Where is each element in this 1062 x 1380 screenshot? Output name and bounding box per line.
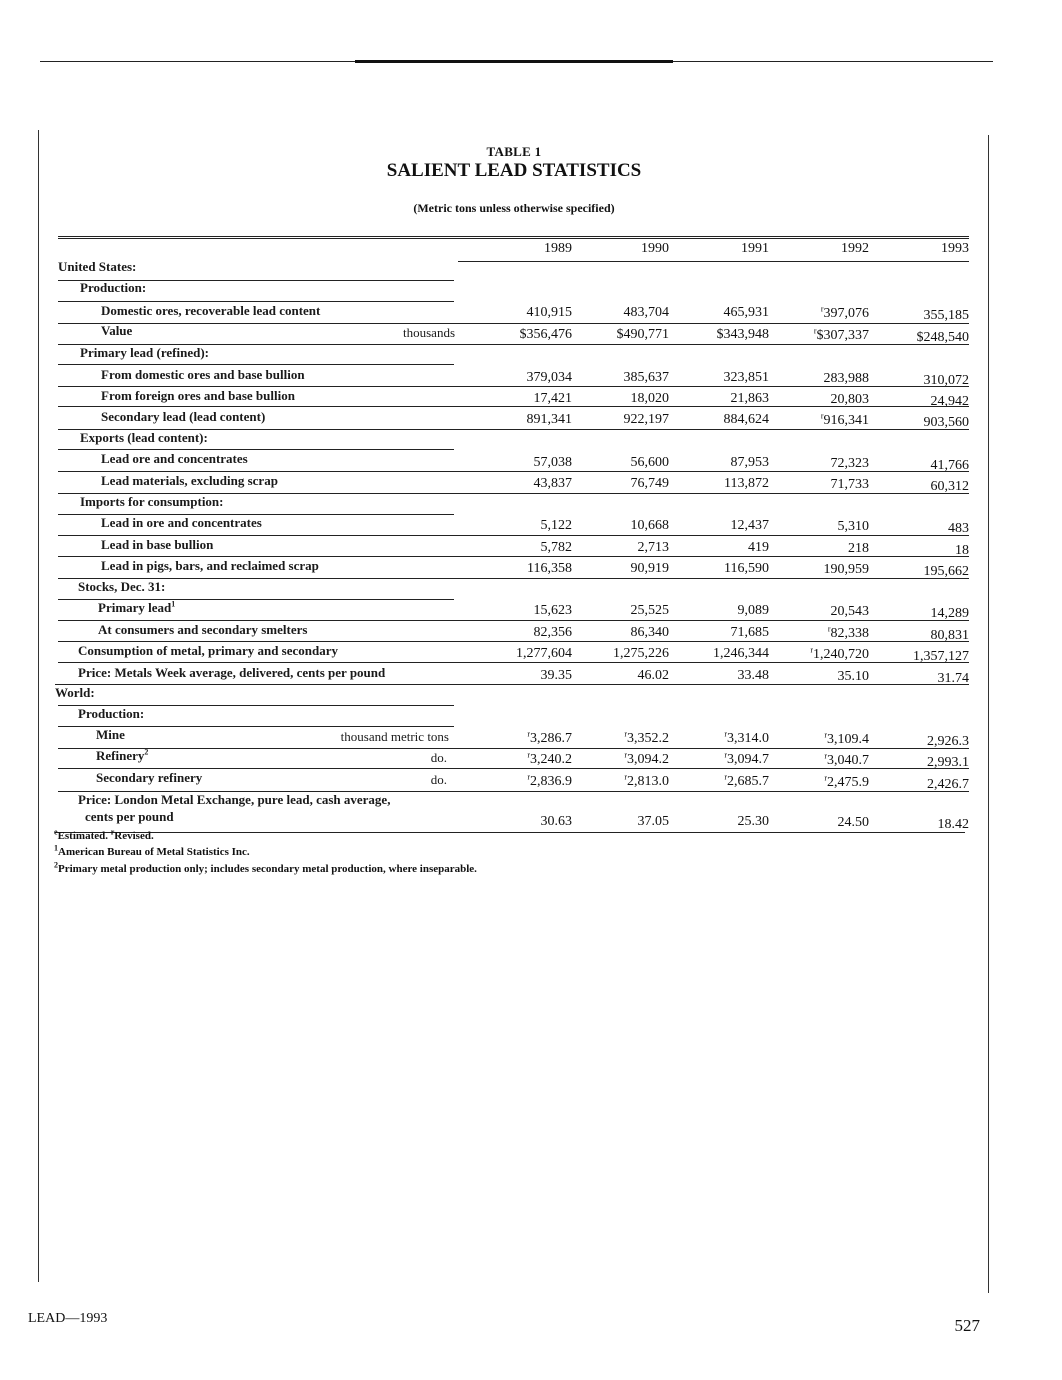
revised-mark: r — [724, 750, 727, 760]
cell-1989 — [477, 561, 572, 577]
cell-1992 — [774, 753, 869, 769]
row-label-text: Lead in pigs, bars, and reclaimed scrap — [101, 558, 319, 573]
cell-value: 903,560 — [923, 415, 969, 430]
cell-value: 2,713 — [637, 540, 669, 555]
cell-value: 20,803 — [830, 392, 869, 407]
row-label-secondary-lead-lead-content — [101, 409, 265, 425]
cell-1990 — [574, 731, 669, 747]
cell-value: 922,197 — [623, 412, 669, 427]
row-label-text: At consumers and secondary smelters — [98, 622, 308, 637]
revised-mark: r — [527, 729, 530, 739]
row-label-production — [80, 280, 146, 296]
cell-1991 — [674, 370, 769, 386]
cell-1991 — [674, 305, 769, 321]
revised-mark: r — [527, 772, 530, 782]
cell-value: 80,831 — [930, 628, 969, 643]
row-label-text: Lead materials, excluding scrap — [101, 473, 278, 488]
revised-mark: r — [527, 750, 530, 760]
cell-1990 — [574, 455, 669, 471]
cell-value: 71,685 — [730, 625, 769, 640]
footnote-mark: e — [54, 827, 58, 837]
cell-1990 — [574, 603, 669, 619]
cell-value: 116,590 — [724, 561, 769, 576]
row-label-text: From foreign ores and base bullion — [101, 388, 295, 403]
row-label-text: Stocks, Dec. 31: — [78, 579, 166, 594]
cell-1991 — [674, 646, 769, 662]
cell-value: 218 — [848, 541, 869, 556]
top-rule-accent — [355, 60, 673, 63]
row-unit: do. — [430, 772, 447, 787]
cell-1989 — [477, 603, 572, 619]
table-title: SALIENT LEAD STATISTICS — [386, 160, 642, 181]
cell-value: 113,872 — [724, 476, 769, 491]
cell-1991 — [674, 391, 769, 407]
cell-value: 31.74 — [937, 671, 969, 686]
cell-1990 — [574, 391, 669, 407]
cell-value: 24.50 — [837, 815, 869, 830]
row-label-text: Price: Metals Week average, delivered, cents per pound — [78, 665, 386, 680]
cell-1992 — [774, 413, 869, 429]
cell-1989 — [477, 540, 572, 556]
row-label-text: Production: — [78, 706, 145, 721]
cell-value: 60,312 — [930, 479, 969, 494]
row-label-lead-in-base-bullion — [101, 537, 213, 553]
row-rule — [58, 662, 969, 663]
row-rule — [58, 768, 969, 769]
revised-mark: r — [824, 773, 827, 783]
row-label-text: World: — [55, 685, 95, 700]
row-label-consumption-of-metal-primary-and-secondary — [78, 643, 338, 659]
cell-value: 72,323 — [830, 456, 869, 471]
cell-value: 3,286.7 — [530, 731, 572, 746]
cell-1990 — [574, 540, 669, 556]
row-unit: thousands — [403, 325, 455, 340]
row-rule — [58, 386, 969, 387]
cell-value: 5,782 — [540, 540, 572, 555]
cell-value: 39.35 — [540, 668, 572, 683]
row-label-price-metals-week-average-delivered-cents-per-pound — [78, 665, 385, 681]
row-label-lead-materials-excluding-scrap — [101, 473, 278, 489]
row-rule — [58, 323, 969, 324]
cell-1989 — [477, 518, 572, 534]
row-rule — [58, 641, 969, 642]
cell-1989 — [477, 305, 572, 321]
year-header-1990: 1990 — [641, 241, 669, 256]
row-rule — [58, 471, 969, 472]
cell-value: 21,863 — [730, 391, 769, 406]
cell-value: 10,668 — [630, 518, 669, 533]
row-label-text: Lead in base bullion — [101, 537, 214, 552]
cell-value: 82,356 — [533, 625, 572, 640]
row-rule — [58, 748, 969, 749]
row-rule — [58, 578, 969, 579]
row-label-domestic-ores-recoverable-lead-content — [101, 303, 320, 319]
cell-1989 — [477, 625, 572, 641]
cell-1993 — [874, 308, 969, 324]
cell-1991 — [674, 625, 769, 641]
cell-1991 — [674, 327, 769, 343]
row-rule — [58, 301, 454, 302]
cell-value: 283,988 — [823, 371, 869, 386]
cell-value: 2,813.0 — [627, 774, 669, 789]
table-bottom-rule — [55, 832, 965, 833]
cell-value: 57,038 — [533, 455, 572, 470]
cell-1991 — [674, 752, 769, 768]
cell-1991 — [674, 774, 769, 790]
cell-value: 916,341 — [823, 413, 869, 428]
cell-1989 — [477, 391, 572, 407]
row-rule — [58, 556, 969, 557]
right-margin-line — [988, 135, 989, 1293]
row-label-stocks-dec-31 — [78, 579, 165, 595]
cell-value: 355,185 — [923, 308, 969, 323]
row-rule — [55, 684, 969, 685]
cell-value: 56,600 — [630, 455, 669, 470]
row-rule — [58, 364, 454, 365]
cell-value: 25,525 — [630, 603, 669, 618]
cell-value: $307,337 — [816, 328, 869, 343]
cell-1992 — [774, 306, 869, 322]
cell-1991 — [674, 668, 769, 684]
cell-1991 — [674, 540, 769, 556]
footnote-mark: r — [110, 827, 115, 837]
cell-1992 — [774, 815, 869, 831]
row-label-text: Domestic ores, recoverable lead content — [101, 303, 321, 318]
cell-value: 76,749 — [630, 476, 669, 491]
cell-1990 — [574, 412, 669, 428]
row-label-text: Lead in ore and concentrates — [101, 515, 262, 530]
cell-value: 25.30 — [737, 814, 769, 829]
cell-value: 17,421 — [533, 391, 572, 406]
cell-value: 310,072 — [923, 373, 969, 388]
cell-value: 385,637 — [623, 370, 669, 385]
cell-value: 397,076 — [823, 306, 869, 321]
cell-value: 46.02 — [637, 668, 669, 683]
footnote-2 — [54, 843, 250, 858]
cell-value: 3,240.2 — [530, 752, 572, 767]
cell-value: 884,624 — [723, 412, 769, 427]
row-unit: thousand metric tons — [340, 729, 449, 744]
cell-value: 419 — [748, 540, 769, 555]
cell-value: 43,837 — [533, 476, 572, 491]
year-header-1989: 1989 — [544, 241, 572, 256]
cell-value: 3,314.0 — [727, 731, 769, 746]
revised-mark: r — [624, 729, 627, 739]
row-label-text: Value — [101, 323, 133, 338]
cell-1991 — [674, 412, 769, 428]
cell-1992 — [774, 647, 869, 663]
cell-value: $356,476 — [519, 327, 572, 342]
row-label-text: United States: — [58, 259, 137, 274]
row-label-world — [55, 685, 95, 701]
cell-1990 — [574, 625, 669, 641]
cell-value: 82,338 — [830, 626, 869, 641]
cell-1989 — [477, 668, 572, 684]
row-label-text: Exports (lead content): — [80, 430, 208, 445]
footnote-text: Revised. — [114, 830, 154, 842]
cell-value: 18,020 — [630, 391, 669, 406]
cell-value: 30.63 — [540, 814, 572, 829]
left-margin-line — [38, 130, 39, 1282]
page-number: 527 — [954, 1316, 980, 1335]
cell-1990 — [574, 814, 669, 830]
cell-1990 — [574, 476, 669, 492]
cell-value: 33.48 — [737, 668, 769, 683]
cell-1990 — [574, 327, 669, 343]
row-label-at-consumers-and-secondary-smelters — [98, 622, 307, 638]
row-label-primary-lead-refined — [80, 345, 209, 361]
cell-1991 — [674, 603, 769, 619]
table-label: TABLE 1 — [486, 144, 542, 159]
row-label-exports-lead-content — [80, 430, 208, 446]
cell-1992 — [774, 626, 869, 642]
row-label-text: Refinery — [96, 748, 145, 763]
row-label-text: Primary lead (refined): — [80, 345, 209, 360]
cell-value: 2,926.3 — [927, 734, 969, 749]
cell-1989 — [477, 752, 572, 768]
cell-1992 — [774, 519, 869, 535]
cell-value: 35.10 — [837, 669, 869, 684]
revised-mark: r — [624, 750, 627, 760]
cell-value: 9,089 — [737, 603, 769, 618]
year-header-1991: 1991 — [741, 241, 769, 256]
cell-value: 379,034 — [526, 370, 572, 385]
cell-1989 — [477, 814, 572, 830]
row-label-text: Production: — [80, 280, 147, 295]
cell-1989 — [477, 731, 572, 747]
cell-1990 — [574, 668, 669, 684]
cell-1990 — [574, 752, 669, 768]
row-label-continuation: cents per pound — [85, 809, 174, 824]
cell-1989 — [477, 455, 572, 471]
cell-value: 15,623 — [533, 603, 572, 618]
row-label-text: Secondary refinery — [96, 770, 203, 785]
cell-1993 — [874, 394, 969, 410]
cell-value: 116,358 — [527, 561, 572, 576]
cell-value: 323,851 — [723, 370, 769, 385]
revised-mark: r — [724, 772, 727, 782]
footnote-mark: 1 — [54, 843, 58, 853]
revised-mark: r — [824, 751, 827, 761]
cell-value: $248,540 — [916, 330, 969, 345]
cell-value: 5,122 — [540, 518, 572, 533]
cell-value: 12,437 — [730, 518, 769, 533]
row-label-text: Secondary lead (lead content) — [101, 409, 266, 424]
row-label-mine — [96, 727, 125, 743]
cell-1989 — [477, 370, 572, 386]
cell-1989 — [477, 646, 572, 662]
row-rule — [58, 535, 969, 536]
cell-value: 3,094.2 — [627, 752, 669, 767]
cell-1993 — [874, 817, 969, 833]
cell-1990 — [574, 370, 669, 386]
footnote-text: Estimated. — [57, 830, 108, 842]
cell-1990 — [574, 518, 669, 534]
cell-1992 — [774, 669, 869, 685]
row-label-lead-in-pigs-bars-and-reclaimed-scrap — [101, 558, 319, 574]
cell-value: 2,685.7 — [727, 774, 769, 789]
cell-value: 18 — [955, 543, 969, 558]
footnote-mark: 2 — [54, 860, 58, 870]
year-header-1992: 1992 — [841, 241, 869, 256]
cell-value: 195,662 — [923, 564, 969, 579]
row-rule — [58, 449, 454, 450]
cell-value: 891,341 — [526, 412, 572, 427]
cell-value: 2,475.9 — [827, 775, 869, 790]
cell-1991 — [674, 731, 769, 747]
footnote-text: Primary metal production only; includes secondary metal production, where inseparable. — [58, 863, 477, 875]
cell-value: 465,931 — [723, 305, 769, 320]
cell-value: 24,942 — [930, 394, 969, 409]
row-label-text: Imports for consumption: — [80, 494, 224, 509]
cell-value: 86,340 — [630, 625, 669, 640]
cell-1990 — [574, 305, 669, 321]
footnote-1 — [54, 827, 154, 842]
row-label-text: From domestic ores and base bullion — [101, 367, 305, 382]
cell-1989 — [477, 327, 572, 343]
row-label-value — [101, 323, 132, 339]
row-label-refinery — [96, 748, 148, 764]
row-label-text: Lead ore and concentrates — [101, 451, 248, 466]
cell-value: 87,953 — [730, 455, 769, 470]
row-label-from-foreign-ores-and-base-bullion — [101, 388, 295, 404]
cell-value: 1,275,226 — [613, 646, 669, 661]
cell-value: 41,766 — [930, 458, 969, 473]
row-label-from-domestic-ores-and-base-bullion — [101, 367, 305, 383]
cell-value: 1,357,127 — [913, 649, 969, 664]
cell-1992 — [774, 775, 869, 791]
row-label-united-states — [58, 259, 136, 275]
cell-value: 483,704 — [623, 305, 669, 320]
revised-mark: r — [824, 730, 827, 740]
revised-mark: r — [827, 624, 831, 634]
cell-1991 — [674, 814, 769, 830]
row-unit: do. — [430, 750, 447, 765]
row-label-lead-ore-and-concentrates — [101, 451, 248, 467]
cell-value: 2,836.9 — [530, 774, 572, 789]
cell-1990 — [574, 646, 669, 662]
revised-mark: r — [810, 645, 813, 655]
footnote-ref: 2 — [144, 747, 149, 757]
cell-1989 — [477, 476, 572, 492]
cell-1992 — [774, 328, 869, 344]
cell-1990 — [574, 561, 669, 577]
table-top-rule-double — [58, 238, 969, 239]
revised-mark: r — [813, 326, 817, 336]
cell-1991 — [674, 455, 769, 471]
row-rule — [58, 406, 969, 407]
row-label-text: Price: London Metal Exchange, pure lead, cash average, — [78, 792, 391, 807]
cell-value: $490,771 — [616, 327, 669, 342]
table-subtitle: (Metric tons unless otherwise specified) — [413, 201, 615, 215]
cell-value: 1,246,344 — [713, 646, 769, 661]
cell-1992 — [774, 456, 869, 472]
running-head: LEAD—1993 — [28, 1311, 108, 1326]
row-label-text: Primary lead — [98, 600, 172, 615]
cell-1992 — [774, 541, 869, 557]
cell-value: 190,959 — [823, 562, 869, 577]
revised-mark: r — [820, 411, 824, 421]
cell-value: 3,094.7 — [727, 752, 769, 767]
revised-mark: r — [724, 729, 727, 739]
cell-1992 — [774, 371, 869, 387]
footnote-ref: 1 — [171, 599, 176, 609]
revised-mark: r — [624, 772, 627, 782]
cell-1991 — [674, 476, 769, 492]
cell-value: 2,426.7 — [927, 777, 969, 792]
row-label-text: Consumption of metal, primary and secondary — [78, 643, 339, 658]
cell-1992 — [774, 477, 869, 493]
revised-mark: r — [820, 304, 824, 314]
row-label-imports-for-consumption — [80, 494, 224, 510]
cell-value: 5,310 — [837, 519, 869, 534]
row-label-production — [78, 706, 144, 722]
cell-1992 — [774, 604, 869, 620]
table-top-rule — [58, 236, 969, 237]
cell-1989 — [477, 774, 572, 790]
cell-value: 483 — [948, 521, 969, 536]
cell-value: 14,289 — [930, 606, 969, 621]
row-label-price-london-metal-exchange-pure-lead-cash-average — [78, 792, 390, 808]
cell-value: 1,240,720 — [813, 647, 869, 662]
row-label-lead-in-ore-and-concentrates — [101, 515, 262, 531]
cell-1991 — [674, 518, 769, 534]
cell-1991 — [674, 561, 769, 577]
cell-value: 90,919 — [630, 561, 669, 576]
cell-value: 410,915 — [526, 305, 572, 320]
row-rule — [58, 620, 969, 621]
row-label-secondary-refinery — [96, 770, 202, 786]
cell-1990 — [574, 774, 669, 790]
footnote-text: American Bureau of Metal Statistics Inc. — [58, 846, 250, 858]
row-label-primary-lead — [98, 600, 175, 616]
cell-value: 3,040.7 — [827, 753, 869, 768]
cell-1992 — [774, 562, 869, 578]
cell-value: 3,352.2 — [627, 731, 669, 746]
cell-value: 2,993.1 — [927, 755, 969, 770]
cell-value: 18.42 — [937, 817, 969, 832]
cell-value: 1,277,604 — [516, 646, 572, 661]
cell-value: 20,543 — [830, 604, 869, 619]
cell-value: 37.05 — [637, 814, 669, 829]
cell-value: 71,733 — [830, 477, 869, 492]
footnote-3 — [54, 860, 477, 875]
cell-value: 3,109.4 — [827, 732, 869, 747]
cell-value: $343,948 — [716, 327, 769, 342]
cell-1992 — [774, 732, 869, 748]
cell-1989 — [477, 412, 572, 428]
year-header-rule — [458, 261, 969, 262]
row-label-text: Mine — [96, 727, 125, 742]
year-header-1993: 1993 — [941, 241, 969, 256]
